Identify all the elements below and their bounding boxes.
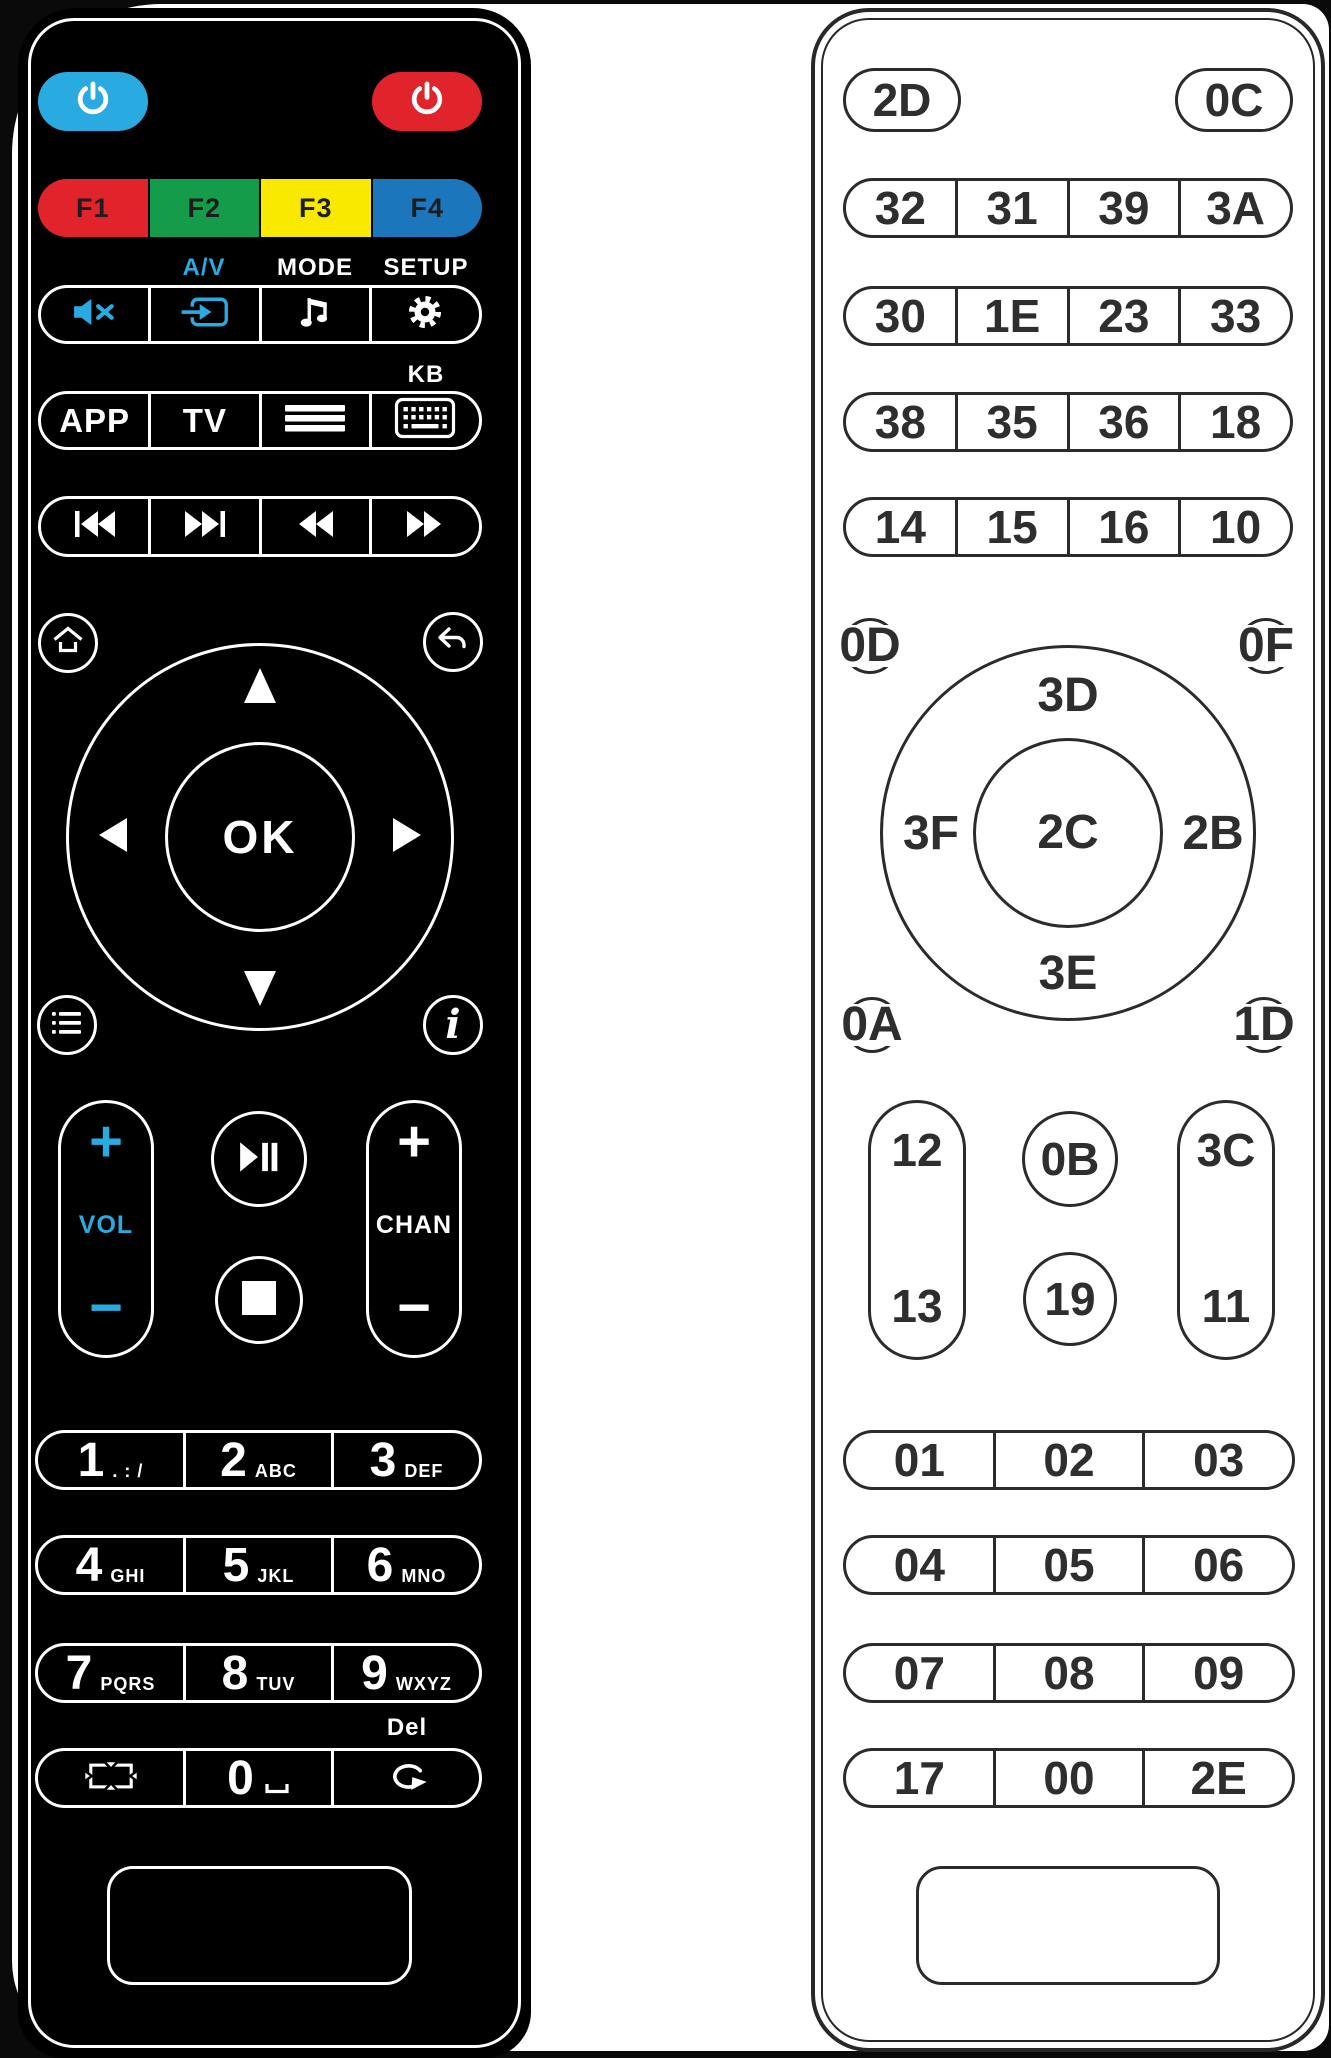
keyboard-icon bbox=[394, 397, 456, 444]
channel-up-label[interactable]: + bbox=[397, 1109, 431, 1174]
digit-letters: GHI bbox=[110, 1565, 146, 1586]
digit-label: 7 bbox=[65, 1646, 93, 1700]
av-label: A/V bbox=[182, 254, 226, 281]
code-button-1D[interactable] bbox=[1233, 997, 1295, 1053]
volume-down-label[interactable]: − bbox=[89, 1275, 123, 1340]
code-label: 33 bbox=[1210, 290, 1262, 342]
info-button[interactable] bbox=[423, 995, 483, 1055]
code-label: 14 bbox=[874, 501, 926, 553]
right-remote-bottom-window bbox=[916, 1866, 1220, 1985]
digit-label: 4 bbox=[75, 1538, 103, 1592]
digit-9-button[interactable] bbox=[334, 1646, 479, 1700]
code-dpad-right: 2B bbox=[1182, 807, 1244, 860]
del-label: Del bbox=[386, 1714, 428, 1741]
code-row-3 bbox=[843, 392, 1293, 452]
mute-icon bbox=[72, 297, 118, 332]
code-button-16[interactable] bbox=[1070, 500, 1182, 554]
digit-label: 6 bbox=[366, 1538, 394, 1592]
digit-letters: ABC bbox=[254, 1460, 297, 1481]
digit-4-button[interactable] bbox=[38, 1538, 186, 1592]
menu-button[interactable] bbox=[262, 394, 372, 447]
code-label: 13 bbox=[891, 1280, 943, 1332]
code-label: 08 bbox=[1043, 1647, 1095, 1699]
channel-down-label[interactable]: − bbox=[397, 1275, 431, 1340]
app-button[interactable] bbox=[41, 394, 151, 447]
code-label: 2C bbox=[1037, 806, 1099, 859]
code-row-5 bbox=[843, 1430, 1295, 1490]
code-button-01[interactable] bbox=[846, 1433, 996, 1487]
code-label: 0B bbox=[1040, 1133, 1100, 1185]
f3-label: F3 bbox=[298, 192, 333, 223]
code-dpad-up: 3D bbox=[1037, 669, 1099, 722]
kb-label: KB bbox=[407, 361, 445, 388]
code-label: 17 bbox=[893, 1752, 945, 1804]
function-key-row bbox=[38, 179, 482, 237]
dpad-right-arrow-icon[interactable] bbox=[393, 818, 421, 852]
code-button-09[interactable] bbox=[1145, 1646, 1292, 1700]
digit-label: 1 bbox=[77, 1433, 105, 1487]
info-icon: i bbox=[445, 1001, 461, 1048]
digit-1-button[interactable] bbox=[38, 1433, 186, 1487]
digit-5-button[interactable] bbox=[186, 1538, 334, 1592]
digit-letters: TUV bbox=[256, 1673, 296, 1694]
code-button-3A[interactable] bbox=[1181, 181, 1290, 235]
code-button-33[interactable] bbox=[1181, 289, 1290, 343]
code-button-15[interactable] bbox=[958, 500, 1070, 554]
list-button[interactable] bbox=[37, 995, 97, 1055]
menu-icon bbox=[285, 401, 345, 440]
digit-label: 0 bbox=[227, 1751, 254, 1805]
code-label: 07 bbox=[893, 1647, 945, 1699]
channel-label: CHAN bbox=[375, 1210, 453, 1239]
code-label: 31 bbox=[986, 182, 1038, 234]
code-label: 3C bbox=[1196, 1124, 1256, 1176]
av-input-icon bbox=[179, 295, 231, 334]
code-button-08[interactable] bbox=[996, 1646, 1146, 1700]
dpad-up-arrow-icon[interactable] bbox=[244, 668, 276, 703]
keyboard-button[interactable] bbox=[372, 394, 479, 447]
code-button-32[interactable] bbox=[846, 181, 958, 235]
previous-track-button[interactable] bbox=[41, 499, 151, 554]
digit-row-1 bbox=[35, 1430, 482, 1490]
back-icon bbox=[435, 626, 471, 659]
delete-button[interactable] bbox=[334, 1751, 479, 1805]
rewind-button[interactable] bbox=[262, 499, 372, 554]
code-label: 3A bbox=[1206, 182, 1266, 234]
power-button-red[interactable] bbox=[372, 72, 482, 131]
next-track-icon bbox=[181, 509, 229, 544]
aspect-button[interactable] bbox=[38, 1751, 186, 1805]
ok-button[interactable] bbox=[165, 742, 355, 932]
mute-av-mode-setup-row bbox=[38, 285, 482, 344]
code-label: 04 bbox=[893, 1539, 945, 1591]
channel-rocker[interactable] bbox=[366, 1100, 462, 1358]
f1-button[interactable] bbox=[38, 179, 148, 237]
digit-label: 5 bbox=[222, 1538, 250, 1592]
code-button-07[interactable] bbox=[846, 1646, 996, 1700]
code-button-1E[interactable] bbox=[958, 289, 1070, 343]
gear-icon bbox=[404, 291, 446, 338]
code-label: 0F bbox=[1238, 619, 1295, 672]
code-rocker-12-13[interactable] bbox=[868, 1100, 966, 1360]
code-dpad-down: 3E bbox=[1038, 947, 1098, 1000]
code-button-03[interactable] bbox=[1145, 1433, 1292, 1487]
power-icon bbox=[74, 80, 112, 123]
fast-forward-icon bbox=[404, 509, 446, 544]
play-pause-button[interactable] bbox=[211, 1111, 307, 1207]
f2-button[interactable] bbox=[150, 179, 260, 237]
code-row-2 bbox=[843, 286, 1293, 346]
code-label: 05 bbox=[1043, 1539, 1095, 1591]
code-button-0A[interactable] bbox=[841, 997, 903, 1053]
dpad-left-arrow-icon[interactable] bbox=[99, 818, 127, 852]
digit-letters: DEF bbox=[404, 1460, 444, 1481]
tv-button[interactable] bbox=[151, 394, 261, 447]
code-button-39[interactable] bbox=[1070, 181, 1182, 235]
code-button-0F[interactable] bbox=[1238, 618, 1294, 674]
code-button-06[interactable] bbox=[1145, 1538, 1292, 1592]
code-button-18[interactable] bbox=[1181, 395, 1290, 449]
code-label: 12 bbox=[891, 1124, 943, 1176]
code-button-04[interactable] bbox=[846, 1538, 996, 1592]
home-button[interactable] bbox=[38, 613, 98, 673]
code-button-19[interactable] bbox=[1023, 1252, 1117, 1346]
code-label: 0C bbox=[1204, 74, 1264, 126]
aspect-icon bbox=[82, 1758, 140, 1799]
digit-label: 2 bbox=[220, 1433, 247, 1487]
code-button-2D[interactable] bbox=[843, 68, 961, 132]
code-label: 16 bbox=[1098, 501, 1150, 553]
digit-letters: WXYZ bbox=[395, 1673, 452, 1694]
app-label: APP bbox=[59, 401, 131, 439]
code-row-8 bbox=[843, 1748, 1295, 1808]
prev-track-icon bbox=[71, 509, 119, 544]
left-remote-bottom-window bbox=[107, 1866, 412, 1985]
code-label: 38 bbox=[874, 396, 926, 448]
code-label: 15 bbox=[986, 501, 1038, 553]
code-label: 02 bbox=[1043, 1434, 1095, 1486]
code-label: 01 bbox=[893, 1434, 945, 1486]
code-button-2C[interactable] bbox=[973, 738, 1163, 928]
mode-label: MODE bbox=[277, 254, 353, 281]
code-label: 10 bbox=[1210, 501, 1262, 553]
code-label: 09 bbox=[1193, 1647, 1245, 1699]
bottom-row bbox=[35, 1748, 482, 1808]
code-button-14[interactable] bbox=[846, 500, 958, 554]
ok-label: OK bbox=[222, 811, 298, 863]
list-icon bbox=[50, 1009, 84, 1042]
code-row-7 bbox=[843, 1643, 1295, 1703]
volume-label: VOL bbox=[78, 1210, 134, 1239]
space-icon bbox=[264, 1782, 290, 1800]
volume-up-label[interactable]: + bbox=[89, 1109, 123, 1174]
code-label: 2D bbox=[872, 74, 932, 126]
volume-rocker[interactable] bbox=[58, 1100, 154, 1358]
digit-label: 9 bbox=[361, 1646, 388, 1700]
code-label: 06 bbox=[1193, 1539, 1245, 1591]
code-dpad-left: 3F bbox=[902, 807, 959, 860]
tv-label: TV bbox=[182, 401, 227, 439]
fast-forward-button[interactable] bbox=[372, 499, 479, 554]
code-label: 18 bbox=[1210, 396, 1262, 448]
f1-label: F1 bbox=[75, 192, 110, 223]
code-button-2E[interactable] bbox=[1145, 1751, 1292, 1805]
stop-button[interactable] bbox=[215, 1256, 303, 1344]
home-icon bbox=[50, 623, 86, 664]
digit-8-button[interactable] bbox=[186, 1646, 334, 1700]
code-button-02[interactable] bbox=[996, 1433, 1146, 1487]
code-button-00[interactable] bbox=[996, 1751, 1146, 1805]
dpad-down-arrow-icon[interactable] bbox=[244, 971, 276, 1006]
code-row-1 bbox=[843, 178, 1293, 238]
code-label: 19 bbox=[1044, 1273, 1096, 1325]
code-label: 1D bbox=[1233, 998, 1295, 1051]
code-label: 23 bbox=[1098, 290, 1150, 342]
code-button-38[interactable] bbox=[846, 395, 958, 449]
digit-7-button[interactable] bbox=[38, 1646, 186, 1700]
f3-button[interactable] bbox=[261, 179, 371, 237]
digit-0-button[interactable] bbox=[186, 1751, 334, 1805]
code-button-05[interactable] bbox=[996, 1538, 1146, 1592]
code-label: 00 bbox=[1043, 1752, 1095, 1804]
code-button-30[interactable] bbox=[846, 289, 958, 343]
code-label: 39 bbox=[1098, 182, 1150, 234]
power-icon bbox=[408, 80, 446, 123]
code-button-35[interactable] bbox=[958, 395, 1070, 449]
code-label: 1E bbox=[983, 290, 1041, 342]
digit-row-3 bbox=[35, 1643, 482, 1703]
code-label: 35 bbox=[986, 396, 1038, 448]
code-button-23[interactable] bbox=[1070, 289, 1182, 343]
digit-row-2 bbox=[35, 1535, 482, 1595]
digit-3-button[interactable] bbox=[334, 1433, 479, 1487]
digit-2-button[interactable] bbox=[186, 1433, 334, 1487]
digit-6-button[interactable] bbox=[334, 1538, 479, 1592]
code-row-4 bbox=[843, 497, 1293, 557]
av-input-button[interactable] bbox=[151, 288, 261, 341]
stop-icon bbox=[241, 1280, 277, 1321]
code-label: 11 bbox=[1201, 1280, 1251, 1332]
media-row bbox=[38, 496, 482, 557]
digit-letters: PQRS bbox=[100, 1673, 156, 1694]
digit-label: 8 bbox=[221, 1646, 249, 1700]
code-label: 0A bbox=[841, 998, 903, 1051]
code-label: 03 bbox=[1193, 1434, 1245, 1486]
digit-label: 3 bbox=[369, 1433, 397, 1487]
code-label: 30 bbox=[874, 290, 926, 342]
code-rocker-3C-11[interactable] bbox=[1177, 1100, 1275, 1360]
rewind-icon bbox=[294, 509, 336, 544]
code-row-6 bbox=[843, 1535, 1295, 1595]
f2-label: F2 bbox=[187, 192, 221, 223]
power-button-blue[interactable] bbox=[38, 72, 148, 131]
setup-label: SETUP bbox=[383, 254, 469, 281]
code-button-36[interactable] bbox=[1070, 395, 1182, 449]
music-note-icon bbox=[299, 295, 331, 334]
code-button-10[interactable] bbox=[1181, 500, 1290, 554]
delete-loop-icon bbox=[384, 1759, 430, 1798]
code-label: 32 bbox=[874, 182, 926, 234]
mode-button[interactable] bbox=[262, 288, 372, 341]
app-tv-menu-kb-row bbox=[38, 391, 482, 450]
code-label: 0D bbox=[839, 619, 901, 672]
code-label: 36 bbox=[1098, 396, 1150, 448]
digit-letters: JKL bbox=[257, 1565, 295, 1586]
code-button-0B[interactable] bbox=[1022, 1111, 1118, 1207]
digit-letters: MNO bbox=[401, 1565, 447, 1586]
code-button-31[interactable] bbox=[958, 181, 1070, 235]
code-button-17[interactable] bbox=[846, 1751, 996, 1805]
play-pause-icon bbox=[237, 1139, 281, 1180]
digit-letters: . : / bbox=[112, 1460, 144, 1481]
back-button[interactable] bbox=[423, 612, 483, 672]
code-label: 2E bbox=[1190, 1752, 1247, 1804]
f4-label: F4 bbox=[410, 192, 444, 223]
setup-button[interactable] bbox=[372, 288, 479, 341]
code-button-0C[interactable] bbox=[1175, 68, 1293, 132]
f4-button[interactable] bbox=[373, 179, 483, 237]
next-track-button[interactable] bbox=[151, 499, 261, 554]
mute-button[interactable] bbox=[41, 288, 151, 341]
code-button-0D[interactable] bbox=[839, 618, 901, 674]
